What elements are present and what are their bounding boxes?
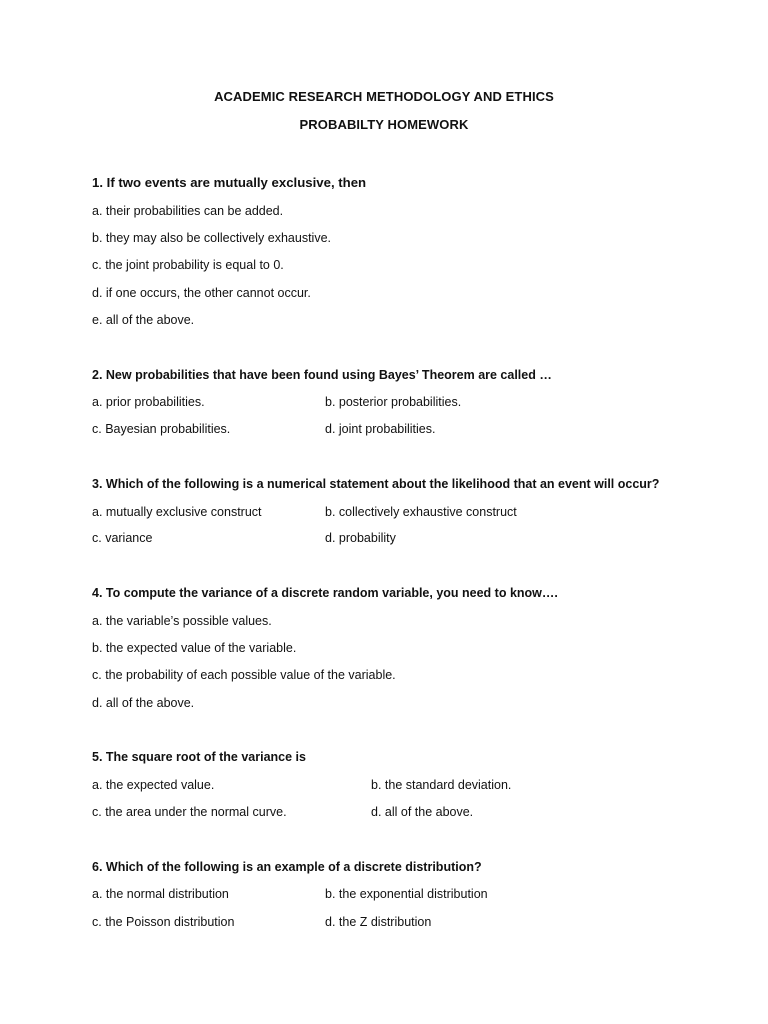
question-3-option-b: b. collectively exhaustive construct — [325, 505, 517, 519]
question-4-option-d: d. all of the above. — [92, 696, 195, 710]
question-1-option-e: e. all of the above. — [92, 313, 195, 327]
question-6-option-a: a. the normal distribution — [92, 887, 229, 901]
question-4-option-b: b. the expected value of the variable. — [92, 641, 297, 655]
question-2-option-a: a. prior probabilities. — [92, 395, 205, 409]
question-1-option-c: c. the joint probability is equal to 0. — [92, 258, 284, 272]
question-6-text: 6. Which of the following is an example of a discrete distribution? — [92, 860, 482, 874]
question-3-option-c: c. variance — [92, 531, 153, 545]
question-6-option-d: d. the Z distribution — [325, 915, 432, 929]
question-6-option-c: c. the Poisson distribution — [92, 915, 235, 929]
question-1-option-b: b. they may also be collectively exhaustive. — [92, 231, 332, 245]
question-3-option-d: d. probability — [325, 531, 396, 545]
homework-title: PROBABILTY HOMEWORK — [299, 117, 469, 132]
question-4-option-c: c. the probability of each possible value of the variable. — [92, 668, 396, 682]
question-6-option-b: b. the exponential distribution — [325, 887, 488, 901]
question-5-option-b: b. the standard deviation. — [371, 778, 512, 792]
question-1-text: 1. If two events are mutually exclusive, then — [92, 175, 367, 190]
question-5-option-c: c. the area under the normal curve. — [92, 805, 287, 819]
question-2-option-b: b. posterior probabilities. — [325, 395, 462, 409]
course-title: ACADEMIC RESEARCH METHODOLOGY AND ETHICS — [214, 89, 554, 104]
question-4-text: 4. To compute the variance of a discrete random variable, you need to know…. — [92, 586, 558, 600]
question-4-option-a: a. the variable’s possible values. — [92, 614, 272, 628]
question-2-option-d: d. joint probabilities. — [325, 422, 436, 436]
question-5-option-a: a. the expected value. — [92, 778, 215, 792]
question-1-option-d: d. if one occurs, the other cannot occur. — [92, 286, 311, 300]
question-3-option-a: a. mutually exclusive construct — [92, 505, 262, 519]
question-2-text: 2. New probabilities that have been found using Bayes’ Theorem are called … — [92, 368, 552, 382]
question-3-text: 3. Which of the following is a numerical statement about the likelihood that an event will occur? — [92, 477, 660, 491]
question-5-text: 5. The square root of the variance is — [92, 750, 306, 764]
question-5-option-d: d. all of the above. — [371, 805, 474, 819]
question-1-option-a: a. their probabilities can be added. — [92, 204, 284, 218]
question-2-option-c: c. Bayesian probabilities. — [92, 422, 231, 436]
